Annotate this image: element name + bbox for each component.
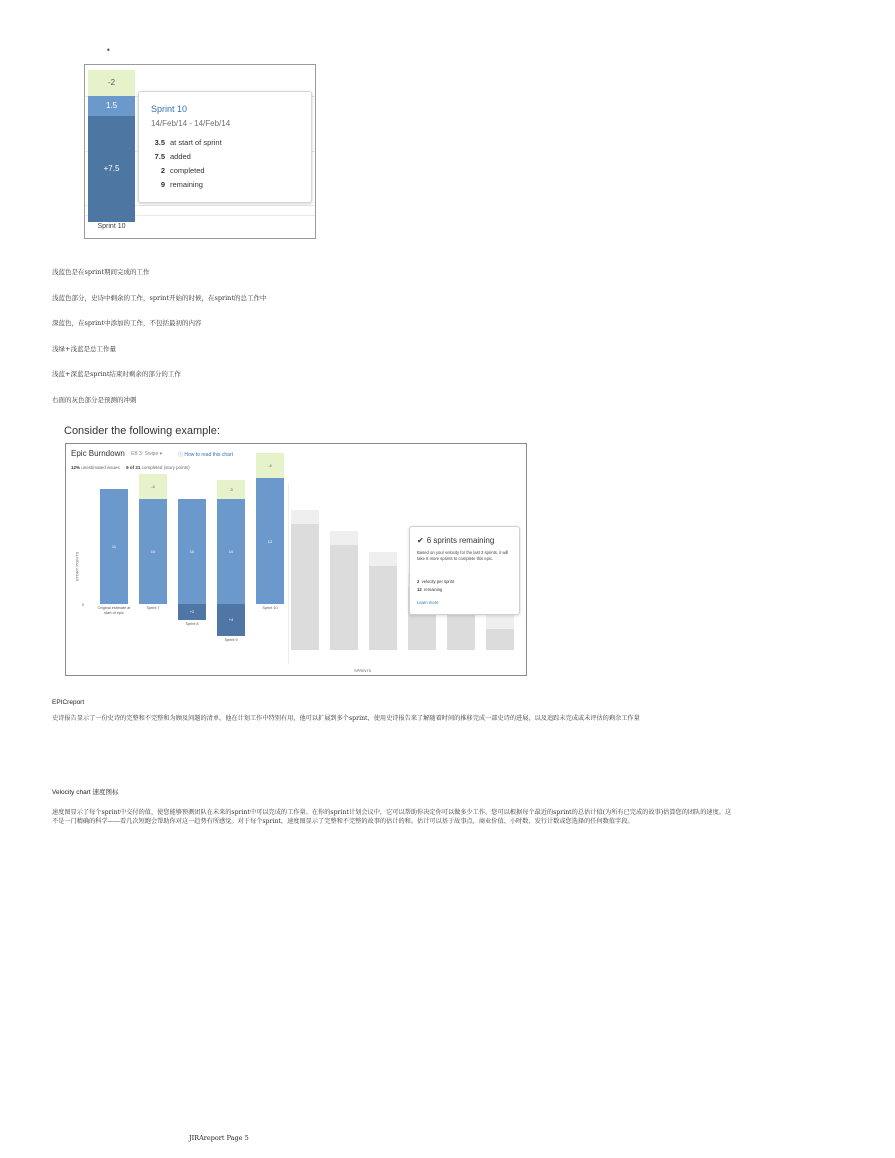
note-line: 深蓝色，在sprint中添加的工作，不包括最初的内容	[52, 319, 202, 327]
note-line: 右面的灰色部分是预测的冲刺	[52, 396, 137, 404]
forecast-bar-remaining	[486, 629, 514, 650]
bar-completed: -3	[217, 480, 245, 499]
forecast-card	[409, 526, 520, 615]
note-line: 浅蓝色部分，史诗中剩余的工作，sprint开始的时候，在sprint的总工作中	[52, 294, 267, 302]
bar-remaining: 10	[139, 499, 167, 604]
epic-burndown-chart	[65, 443, 527, 676]
bar-category-label: Original estimate at start of epic	[97, 606, 131, 615]
epic-report-body: 史诗报告显示了一份史诗的完整和不完整和为顾及问题的清单，他在计划工作中特别有用，他可以扩展到多个sprint，使用史诗报告来了解随着时间的推移完成一部史诗的进展，以及追踪未完成或未评估的剩余工作量	[52, 715, 640, 722]
tooltip-row: 2 completed	[160, 166, 205, 175]
tooltip-row: 7.5 added	[154, 152, 191, 161]
note-line: 浅蓝+深蓝是sprint结束时剩余的部分的工作	[52, 370, 181, 378]
forecast-bar-remaining	[369, 566, 397, 650]
bar-remaining: 10	[178, 499, 206, 604]
bar-remaining: 12	[256, 478, 284, 604]
velocity-row: 2 velocity per sprint	[417, 579, 455, 584]
tooltip-title: Sprint 10	[151, 104, 188, 114]
bar-completed: -4	[256, 453, 284, 478]
y-axis-label: STORY POINTS	[74, 551, 80, 582]
forecast-bar-completed	[330, 531, 358, 545]
bar-completed-segment: -2	[88, 70, 135, 96]
sprint-x-label: Sprint 10	[97, 223, 126, 230]
velocity-chart-body: 速度图显示了每个sprint中交付的值，使您能够预测团队在未来的sprint中可以完成的工作量。在你的sprint计划会议中，它可以帮助你决定你可以做多少工作。您可以根据每个最近的sprint的总估计值(为所有已完成的故事)估算您的团队的速度。这不是一门精确的科学——看几次短跑会帮助你对这一趋势有所感觉。对于每个sprint，速度图显示了完整和不完整的故事的估计的和。估计可以基于故事点，商业价值、小时数、发行计数或您选择的任何数值字段。	[52, 809, 732, 825]
bar-category-label: Sprint 8	[185, 621, 199, 626]
bar-completed: -4	[139, 474, 167, 499]
chart-title: Epic Burndown	[71, 449, 125, 458]
sprint-tooltip-figure	[84, 64, 316, 239]
forecast-bar-completed	[291, 510, 319, 524]
bar-added: +2	[178, 604, 206, 620]
velocity-chart-title: Velocity chart 速度图标	[52, 789, 119, 796]
sprint-tooltip	[138, 91, 312, 203]
tooltip-dates: 14/Feb/14 - 14/Feb/14	[151, 119, 231, 128]
chart-stats: 12% unestimated issues 9 of 21 completed (story points)	[71, 465, 190, 470]
bar-category-label: Sprint 7	[146, 606, 160, 610]
note-line: 浅蓝色是在sprint期间完成的工作	[52, 268, 150, 276]
bar-remaining: 11	[100, 489, 128, 605]
forecast-description: Based on your velocity for the last 3 sprints, it will take 6 more sprints to complete this epic.	[417, 550, 509, 561]
help-link[interactable]: ⓘ How to read this chart	[178, 452, 234, 458]
bar-added: +4	[217, 604, 245, 636]
tooltip-row: 3.5 at start of sprint	[154, 138, 222, 147]
x-axis-label: SPRINTS	[354, 668, 372, 673]
tooltip-row: 9 remaining	[160, 180, 203, 189]
bar-added-segment: +7.5	[88, 116, 135, 222]
forecast-bar-remaining	[291, 524, 319, 650]
y-zero-label: 0	[82, 602, 85, 607]
epic-selector[interactable]: EB 3: Swipe ▾	[131, 451, 163, 457]
remaining-row: 12 remaining	[417, 587, 443, 592]
bar-remaining: 10	[217, 499, 245, 604]
forecast-bar-completed	[369, 552, 397, 566]
forecast-title: ✔ 6 sprints remaining	[417, 536, 495, 545]
example-heading: Consider the following example:	[64, 425, 220, 437]
learn-more-link[interactable]: Learn more	[417, 600, 439, 605]
bar-category-label: Sprint 9	[224, 637, 238, 642]
forecast-bar-completed	[486, 615, 514, 629]
note-line: 浅绿+浅蓝是总工作量	[52, 345, 116, 353]
check-icon: ✔	[417, 536, 424, 545]
forecast-bar-remaining	[330, 545, 358, 650]
bar-remaining-segment: 1.5	[88, 96, 135, 116]
bullet-dot: •	[106, 46, 111, 55]
epic-report-title: EPICreport	[52, 699, 85, 706]
page-footer: JIRAreport Page 5	[189, 1134, 249, 1142]
bar-category-label: Sprint 10	[262, 606, 278, 610]
